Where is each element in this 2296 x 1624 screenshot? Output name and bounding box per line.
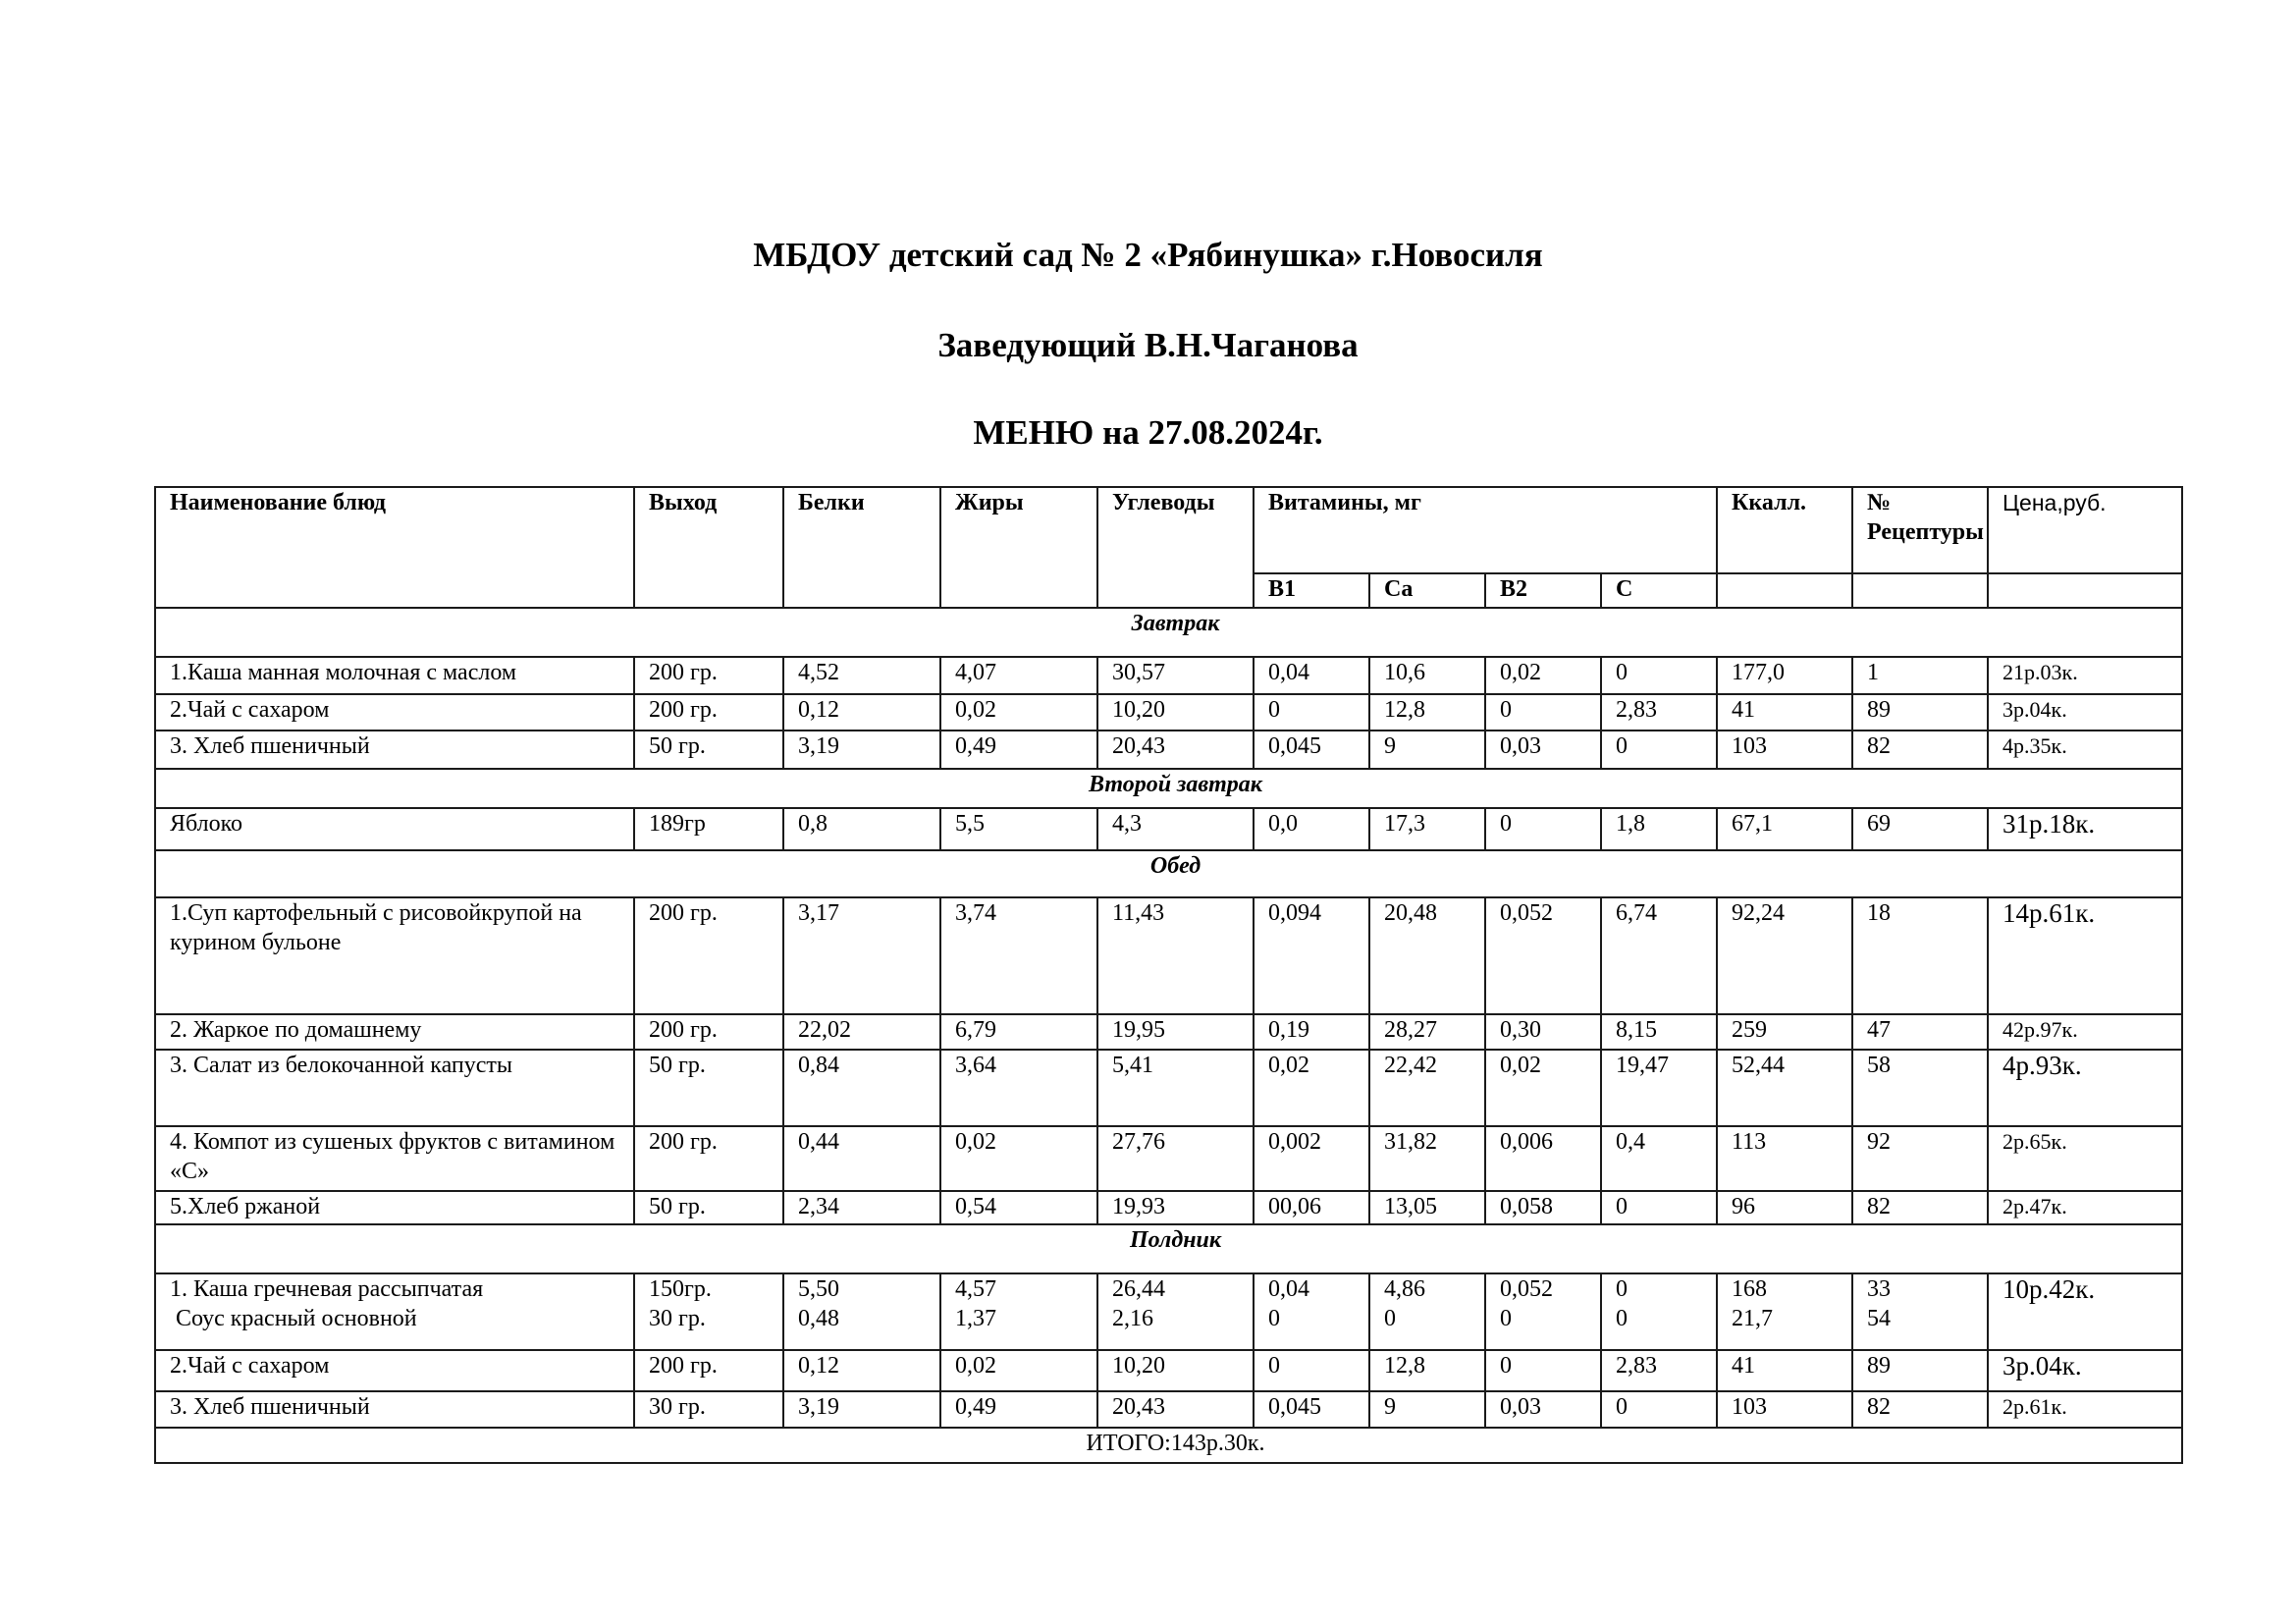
cell-fat: 0,49 bbox=[940, 1391, 1097, 1428]
total-row bbox=[155, 1428, 2182, 1463]
cell-price: 2р.61к. bbox=[1988, 1391, 2182, 1428]
cell-protein bbox=[783, 1273, 940, 1350]
cell-output: 50 гр. bbox=[634, 1191, 783, 1224]
cell-b1: 0,19 bbox=[1254, 1014, 1369, 1050]
table-row bbox=[155, 1350, 2182, 1391]
cell-carbs: 19,95 bbox=[1097, 1014, 1254, 1050]
table-row bbox=[155, 1191, 2182, 1224]
cell-ca: 17,3 bbox=[1369, 808, 1485, 850]
cell-fat: 0,49 bbox=[940, 731, 1097, 769]
organization-title: МБДОУ детский сад № 2 «Рябинушка» г.Новосиля bbox=[753, 236, 1543, 274]
cell-protein: 3,19 bbox=[783, 1391, 940, 1428]
cell-kcal bbox=[1717, 1273, 1852, 1350]
cell-fat bbox=[940, 1273, 1097, 1350]
cell-b1: 0,045 bbox=[1254, 731, 1369, 769]
cell-kcal-line1: 168 bbox=[1732, 1276, 1768, 1302]
cell-name: 2. Жаркое по домашнему bbox=[155, 1014, 634, 1050]
cell-ca: 13,05 bbox=[1369, 1191, 1485, 1224]
col-header-protein: Белки bbox=[783, 487, 940, 608]
cell-protein: 0,12 bbox=[783, 694, 940, 731]
section-row-breakfast bbox=[155, 608, 2182, 657]
cell-output: 200 гр. bbox=[634, 897, 783, 1014]
table-row bbox=[155, 694, 2182, 731]
cell-name: 2.Чай с сахаром bbox=[155, 1350, 634, 1391]
cell-c: 0 bbox=[1601, 657, 1717, 694]
cell-output: 200 гр. bbox=[634, 1350, 783, 1391]
cell-ca: 31,82 bbox=[1369, 1126, 1485, 1191]
empty-cell bbox=[1717, 573, 1852, 608]
cell-c: 0 bbox=[1601, 731, 1717, 769]
cell-recipe: 69 bbox=[1852, 808, 1988, 850]
cell-c bbox=[1601, 1273, 1717, 1350]
cell-kcal: 67,1 bbox=[1717, 808, 1852, 850]
cell-b1: 0 bbox=[1254, 694, 1369, 731]
cell-price: 3р.04к. bbox=[1988, 1350, 2182, 1391]
cell-b1: 00,06 bbox=[1254, 1191, 1369, 1224]
col-header-c: С bbox=[1601, 573, 1717, 608]
cell-protein: 22,02 bbox=[783, 1014, 940, 1050]
cell-output-line1: 150гр. bbox=[649, 1276, 712, 1302]
table-row bbox=[155, 808, 2182, 850]
cell-b2: 0,30 bbox=[1485, 1014, 1601, 1050]
cell-b2: 0,052 bbox=[1485, 897, 1601, 1014]
cell-fat: 3,64 bbox=[940, 1050, 1097, 1126]
cell-name-line2: Соус красный основной bbox=[170, 1306, 417, 1331]
col-header-price: Цена,руб. bbox=[1988, 487, 2182, 573]
cell-recipe: 82 bbox=[1852, 731, 1988, 769]
cell-carbs: 10,20 bbox=[1097, 1350, 1254, 1391]
cell-b1: 0,0 bbox=[1254, 808, 1369, 850]
cell-fat: 0,54 bbox=[940, 1191, 1097, 1224]
cell-c: 1,8 bbox=[1601, 808, 1717, 850]
cell-b1: 0 bbox=[1254, 1350, 1369, 1391]
table-row bbox=[155, 657, 2182, 694]
cell-fat-line2: 1,37 bbox=[955, 1306, 996, 1331]
cell-carbs: 19,93 bbox=[1097, 1191, 1254, 1224]
cell-kcal: 92,24 bbox=[1717, 897, 1852, 1014]
table-row bbox=[155, 1050, 2182, 1126]
cell-protein-line2: 0,48 bbox=[798, 1306, 839, 1331]
cell-carbs-line2: 2,16 bbox=[1112, 1306, 1153, 1331]
cell-recipe: 89 bbox=[1852, 694, 1988, 731]
cell-name: 3. Хлеб пшеничный bbox=[155, 731, 634, 769]
col-header-fat: Жиры bbox=[940, 487, 1097, 608]
cell-ca-line1: 4,86 bbox=[1384, 1276, 1425, 1302]
cell-c-line1: 0 bbox=[1616, 1276, 1628, 1302]
section-title: Завтрак bbox=[155, 608, 2182, 657]
cell-recipe: 82 bbox=[1852, 1391, 1988, 1428]
cell-recipe: 58 bbox=[1852, 1050, 1988, 1126]
cell-recipe: 1 bbox=[1852, 657, 1988, 694]
cell-protein: 4,52 bbox=[783, 657, 940, 694]
cell-fat: 6,79 bbox=[940, 1014, 1097, 1050]
cell-b2: 0 bbox=[1485, 808, 1601, 850]
table-header-row bbox=[155, 487, 2182, 573]
cell-ca: 20,48 bbox=[1369, 897, 1485, 1014]
cell-price: 4р.35к. bbox=[1988, 731, 2182, 769]
cell-recipe: 89 bbox=[1852, 1350, 1988, 1391]
cell-recipe-line1: 33 bbox=[1867, 1276, 1892, 1302]
cell-b2: 0,02 bbox=[1485, 657, 1601, 694]
cell-recipe bbox=[1852, 1273, 1988, 1350]
cell-protein: 0,44 bbox=[783, 1126, 940, 1191]
cell-price: 2р.65к. bbox=[1988, 1126, 2182, 1191]
cell-price: 4р.93к. bbox=[1988, 1050, 2182, 1126]
table-row bbox=[155, 1126, 2182, 1191]
cell-fat: 5,5 bbox=[940, 808, 1097, 850]
cell-kcal: 41 bbox=[1717, 1350, 1852, 1391]
col-header-ca: Са bbox=[1369, 573, 1485, 608]
cell-recipe: 47 bbox=[1852, 1014, 1988, 1050]
cell-name-line1: 1. Каша гречневая рассыпчатая bbox=[170, 1276, 484, 1302]
empty-cell bbox=[1852, 573, 1988, 608]
col-header-b2: В2 bbox=[1485, 573, 1601, 608]
cell-carbs: 20,43 bbox=[1097, 1391, 1254, 1428]
cell-output: 189гр bbox=[634, 808, 783, 850]
cell-price: 3р.04к. bbox=[1988, 694, 2182, 731]
cell-kcal: 52,44 bbox=[1717, 1050, 1852, 1126]
cell-carbs: 27,76 bbox=[1097, 1126, 1254, 1191]
cell-fat: 3,74 bbox=[940, 897, 1097, 1014]
cell-b1-line2: 0 bbox=[1268, 1306, 1280, 1331]
cell-kcal: 177,0 bbox=[1717, 657, 1852, 694]
cell-b1: 0,04 bbox=[1254, 657, 1369, 694]
cell-ca: 12,8 bbox=[1369, 694, 1485, 731]
cell-kcal: 103 bbox=[1717, 731, 1852, 769]
menu-date-title: МЕНЮ на 27.08.2024г. bbox=[973, 413, 1323, 452]
cell-c: 2,83 bbox=[1601, 694, 1717, 731]
cell-c: 8,15 bbox=[1601, 1014, 1717, 1050]
cell-c: 6,74 bbox=[1601, 897, 1717, 1014]
section-title: Второй завтрак bbox=[155, 769, 2182, 808]
table-row bbox=[155, 1391, 2182, 1428]
cell-name: Яблоко bbox=[155, 808, 634, 850]
cell-b2: 0 bbox=[1485, 694, 1601, 731]
cell-price: 42р.97к. bbox=[1988, 1014, 2182, 1050]
cell-c: 0,4 bbox=[1601, 1126, 1717, 1191]
cell-ca: 10,6 bbox=[1369, 657, 1485, 694]
cell-c-line2: 0 bbox=[1616, 1306, 1628, 1331]
cell-b1: 0,045 bbox=[1254, 1391, 1369, 1428]
cell-price: 2р.47к. bbox=[1988, 1191, 2182, 1224]
cell-protein: 0,12 bbox=[783, 1350, 940, 1391]
cell-fat: 0,02 bbox=[940, 1350, 1097, 1391]
cell-fat-line1: 4,57 bbox=[955, 1276, 996, 1302]
col-header-b1: В1 bbox=[1254, 573, 1369, 608]
cell-name: 3. Салат из белокочанной капусты bbox=[155, 1050, 634, 1126]
cell-price: 21р.03к. bbox=[1988, 657, 2182, 694]
cell-carbs: 10,20 bbox=[1097, 694, 1254, 731]
cell-b1-line1: 0,04 bbox=[1268, 1276, 1309, 1302]
cell-ca-line2: 0 bbox=[1384, 1306, 1396, 1331]
menu-table bbox=[154, 486, 2183, 1464]
section-row-snack bbox=[155, 1224, 2182, 1273]
cell-output bbox=[634, 1273, 783, 1350]
cell-recipe: 92 bbox=[1852, 1126, 1988, 1191]
cell-c: 0 bbox=[1601, 1191, 1717, 1224]
cell-c: 19,47 bbox=[1601, 1050, 1717, 1126]
cell-protein: 3,19 bbox=[783, 731, 940, 769]
cell-ca: 9 bbox=[1369, 1391, 1485, 1428]
cell-kcal-line2: 21,7 bbox=[1732, 1306, 1774, 1331]
table-row bbox=[155, 1014, 2182, 1050]
cell-kcal: 113 bbox=[1717, 1126, 1852, 1191]
cell-b2: 0,058 bbox=[1485, 1191, 1601, 1224]
cell-output: 200 гр. bbox=[634, 657, 783, 694]
col-header-output: Выход bbox=[634, 487, 783, 608]
cell-b2: 0 bbox=[1485, 1350, 1601, 1391]
cell-output: 50 гр. bbox=[634, 1050, 783, 1126]
cell-b2-line2: 0 bbox=[1500, 1306, 1512, 1331]
cell-recipe: 82 bbox=[1852, 1191, 1988, 1224]
cell-price: 10р.42к. bbox=[1988, 1273, 2182, 1350]
cell-b1: 0,094 bbox=[1254, 897, 1369, 1014]
section-row-lunch bbox=[155, 850, 2182, 897]
cell-protein: 0,84 bbox=[783, 1050, 940, 1126]
table-row bbox=[155, 1273, 2182, 1350]
cell-b2: 0,006 bbox=[1485, 1126, 1601, 1191]
cell-protein: 3,17 bbox=[783, 897, 940, 1014]
col-header-vitamins: Витамины, мг bbox=[1254, 487, 1717, 573]
section-title: Обед bbox=[155, 850, 2182, 897]
cell-output: 200 гр. bbox=[634, 1014, 783, 1050]
section-row-second-breakfast bbox=[155, 769, 2182, 808]
cell-fat: 0,02 bbox=[940, 694, 1097, 731]
cell-price: 14р.61к. bbox=[1988, 897, 2182, 1014]
cell-recipe: 18 bbox=[1852, 897, 1988, 1014]
cell-carbs bbox=[1097, 1273, 1254, 1350]
cell-name: 4. Компот из сушеных фруктов с витамином «С» bbox=[155, 1126, 634, 1191]
cell-c: 2,83 bbox=[1601, 1350, 1717, 1391]
cell-name: 1.Суп картофельный с рисовойкрупой на курином бульоне bbox=[155, 897, 634, 1014]
cell-ca: 28,27 bbox=[1369, 1014, 1485, 1050]
cell-b1: 0,002 bbox=[1254, 1126, 1369, 1191]
empty-cell bbox=[1988, 573, 2182, 608]
cell-output: 30 гр. bbox=[634, 1391, 783, 1428]
col-header-kcal: Ккалл. bbox=[1717, 487, 1852, 573]
cell-b2: 0,03 bbox=[1485, 1391, 1601, 1428]
col-header-recipe: № Рецептуры bbox=[1852, 487, 1988, 573]
total-price: ИТОГО:143р.30к. bbox=[155, 1428, 2182, 1463]
cell-name: 2.Чай с сахаром bbox=[155, 694, 634, 731]
cell-protein: 0,8 bbox=[783, 808, 940, 850]
cell-kcal: 96 bbox=[1717, 1191, 1852, 1224]
cell-ca: 22,42 bbox=[1369, 1050, 1485, 1126]
cell-b2: 0,02 bbox=[1485, 1050, 1601, 1126]
cell-b2-line1: 0,052 bbox=[1500, 1276, 1553, 1302]
cell-carbs: 5,41 bbox=[1097, 1050, 1254, 1126]
cell-carbs: 30,57 bbox=[1097, 657, 1254, 694]
cell-fat: 0,02 bbox=[940, 1126, 1097, 1191]
cell-ca bbox=[1369, 1273, 1485, 1350]
cell-fat: 4,07 bbox=[940, 657, 1097, 694]
cell-b2 bbox=[1485, 1273, 1601, 1350]
cell-carbs-line1: 26,44 bbox=[1112, 1276, 1165, 1302]
col-header-name: Наименование блюд bbox=[155, 487, 634, 608]
cell-carbs: 11,43 bbox=[1097, 897, 1254, 1014]
cell-name: 1.Каша манная молочная с маслом bbox=[155, 657, 634, 694]
cell-kcal: 103 bbox=[1717, 1391, 1852, 1428]
cell-name: 5.Хлеб ржаной bbox=[155, 1191, 634, 1224]
cell-protein-line1: 5,50 bbox=[798, 1276, 839, 1302]
table-row bbox=[155, 731, 2182, 769]
cell-recipe-line2: 54 bbox=[1867, 1306, 1892, 1331]
table-row bbox=[155, 897, 2182, 1014]
cell-c: 0 bbox=[1601, 1391, 1717, 1428]
cell-b2: 0,03 bbox=[1485, 731, 1601, 769]
cell-ca: 9 bbox=[1369, 731, 1485, 769]
cell-output: 200 гр. bbox=[634, 694, 783, 731]
cell-name: 3. Хлеб пшеничный bbox=[155, 1391, 634, 1428]
cell-b1 bbox=[1254, 1273, 1369, 1350]
cell-output: 50 гр. bbox=[634, 731, 783, 769]
section-title: Полдник bbox=[155, 1224, 2182, 1273]
col-header-carbs: Углеводы bbox=[1097, 487, 1254, 608]
cell-carbs: 20,43 bbox=[1097, 731, 1254, 769]
cell-ca: 12,8 bbox=[1369, 1350, 1485, 1391]
cell-kcal: 41 bbox=[1717, 694, 1852, 731]
cell-b1: 0,02 bbox=[1254, 1050, 1369, 1126]
cell-name bbox=[155, 1273, 634, 1350]
cell-output-line2: 30 гр. bbox=[649, 1306, 706, 1331]
cell-protein: 2,34 bbox=[783, 1191, 940, 1224]
cell-price: 31р.18к. bbox=[1988, 808, 2182, 850]
director-line: Заведующий В.Н.Чаганова bbox=[937, 326, 1359, 364]
cell-output: 200 гр. bbox=[634, 1126, 783, 1191]
cell-carbs: 4,3 bbox=[1097, 808, 1254, 850]
cell-kcal: 259 bbox=[1717, 1014, 1852, 1050]
